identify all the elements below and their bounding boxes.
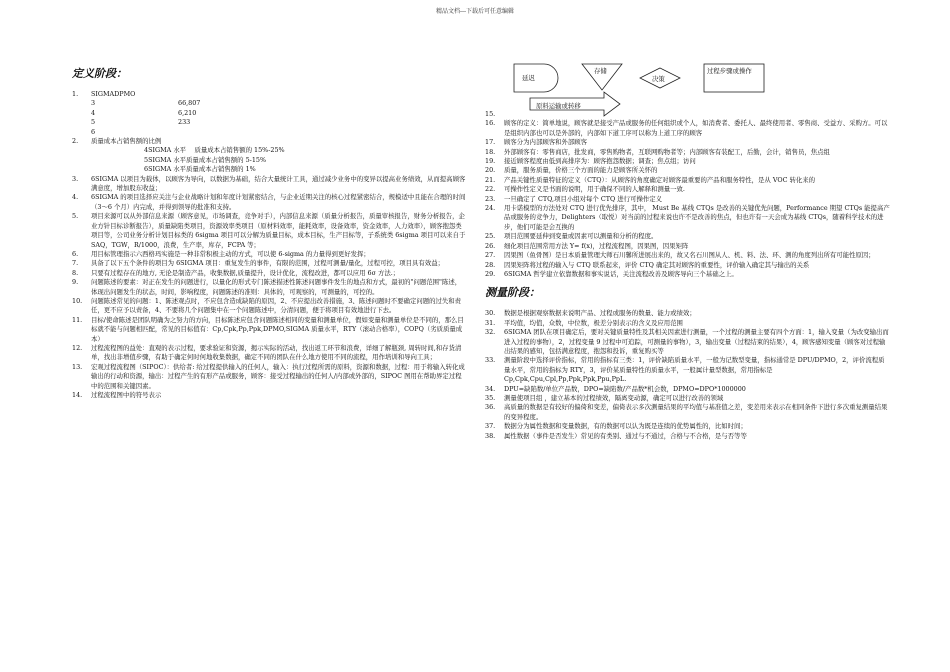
item-text: 目标/使命陈述是团队明确为之努力的方向，目标陈述应包含问题陈述相同的变量和测量单位，假如变量和测量单位是不同的，那么目标就不能与问题相匹配，常见的目标值有：Cp,Cpk,Pp,Ppk,DPMO,SIGMA 质量水平，RTY（滚动合格率），COPQ（劣质质量成本） — [91, 315, 464, 343]
item-number: 14. — [72, 391, 83, 399]
item-number: 26. — [485, 241, 496, 250]
item-number: 19. — [485, 157, 496, 166]
list-item — [485, 403, 890, 422]
item-number: 37. — [485, 422, 496, 431]
item-number: 20. — [485, 166, 496, 175]
sigma-level: 3 — [91, 99, 96, 108]
list-item — [72, 175, 467, 194]
list-item — [485, 328, 890, 356]
item-number: 7. — [72, 259, 79, 268]
item-text: 一旦确定了 CTQ,项目小组对每个 CTQ 进行可操作定义 — [504, 194, 663, 203]
list-item — [485, 422, 890, 431]
item-text: 问题陈述的要素：对正在发生的问题进行，以量化的形式专门陈述描述性陈述问题事件发生的地点和方式，最初的"问题范围"陈述，体现出问题发生的状态，时间，影响程度，问题陈述的准则：具体的，可观察的，可测量的，可控的。 — [91, 278, 462, 296]
list-item — [485, 309, 890, 318]
right-column — [485, 110, 890, 441]
item-text: SIGMADPMO — [91, 90, 136, 98]
item-number: 24. — [485, 204, 496, 213]
item-number: 32. — [485, 328, 496, 337]
item-text — [504, 110, 890, 119]
item-text: 项目来源可以从外部信息来源（顾客意见，市场调查，竞争对手），内部信息来源（质量分析报告，质量审核报告，财务分析报告，企业方针目标诊断报告），质量缺陷类项目，资源效率类项目（原材料效率，能耗效率，设备效率，资金效率，人力效率），顾客抱怨类项目等，公司业务分析计划目标类的 6sigma 项目可以分解为质量目标，成本目标，生产目标等，子系统类 6sigma 项目可以来自于 SAQ，TGW，R/1000，浪费，生产率，库存，FCPA 等； — [91, 212, 466, 249]
quality-cost-line: 4SIGMA 水平 质量成本占销售额的 15%-25% — [144, 146, 285, 155]
item-text: 可操作性定义是书面的说明，用于确保不同的人解释和测量一致. — [504, 185, 685, 194]
list-item — [72, 193, 467, 212]
item-text: 因果矩阵将过程的输入与 CTQ 联系起来，评价 CTQ 确定其对顾客的重要性，评价输入确定其与输出的关系 — [504, 260, 810, 269]
list-item — [72, 297, 467, 316]
item-text: 质量，服务质量，价格三个方面的能力是顾客所关怀的 — [504, 166, 658, 175]
item-text: 过程流程图的益处：直观的表示过程，要求验证和资源，揭示实际的活动，找出返工环节和浪费，详细了解瓶颈, 周转时间,和存货清单，找出非增值步骤，有助于确定何时何地收集数据，确定不同的团队在什么地方使用不同的流程，用作培训和导向工具； — [91, 343, 462, 362]
item-text: 测量使项目组 ，建立基本的过程绩效，隔离变动源，确定可以进行改善的领域 — [504, 393, 724, 402]
list-item — [485, 270, 890, 279]
sigma-level: 4 — [91, 108, 96, 117]
item-number: 38. — [485, 431, 496, 440]
list-item — [485, 110, 890, 119]
process-label: 过程步骤或操作 — [707, 67, 752, 75]
delay-shape — [514, 64, 558, 92]
item-number: 11. — [72, 315, 83, 324]
item-text: 数据是根据观察数据来说明产品、过程或服务的数量、能力或绩效； — [504, 309, 696, 318]
item-number: 12. — [72, 343, 83, 352]
item-number: 13. — [72, 362, 83, 371]
transport-label: 原料运输或转移 — [536, 102, 581, 110]
item-number: 28. — [485, 260, 496, 269]
delay-label: 延迟 — [522, 74, 535, 82]
item-number: 35. — [485, 393, 496, 402]
item-number: 27. — [485, 251, 496, 260]
item-number: 6. — [72, 249, 79, 258]
list-item — [485, 261, 890, 270]
item-text: 平均值，均值，众数，中位数，极差分别表示的含义及应用范围 — [504, 318, 683, 327]
item-number: 30. — [485, 309, 496, 318]
decision-label: 决策 — [652, 75, 665, 83]
list-item — [485, 166, 890, 175]
sigma-dpmo-row — [72, 99, 467, 108]
item-text: 只要有过程存在的地方, 无论是制造产品，收集数据,质量提升，设计优化，流程改进，都可以应用 6σ 方法.； — [91, 268, 400, 277]
list-item — [485, 242, 890, 251]
list-item — [485, 176, 890, 185]
list-item — [485, 204, 890, 232]
list-item — [72, 391, 467, 400]
item-number: 9. — [72, 278, 79, 287]
item-number: 8. — [72, 268, 79, 277]
list-item — [485, 148, 890, 157]
item-text: 宏观过程流程图（SIPOC）：供给者: 给过程提供输入的任何人，输入：执行过程所需的原料，资源和数据，过程：用于将输入转化成输出的行动和资源，输出：过程产生的有形产品或服务，顾客：接受过程输出的任何人/内部或外部的，SIPOC 图用在帮助界定过程中的范围和关键因素。 — [91, 362, 465, 390]
define-section-title: 定义阶段： — [72, 67, 127, 80]
item-number: 36. — [485, 403, 496, 412]
list-item — [72, 259, 467, 268]
item-text: 6SIGMA 的项目选择应关注与企业战略计划和年度计划紧密结合，与企业近期关注的核心过程紧密结合，规模适中且能在合理的时间（3～6 个月）内完成，并得到领导的批准和支持。 — [91, 193, 466, 211]
list-item — [485, 394, 890, 403]
item-text: 问题陈述常见的问题：1、陈述观点时，不应包含造成缺陷的原因，2、不应提出改善措施，3、陈述问题时不要确定问题的过失和责任，更不应予以责备，4、不要将几个问题集中在一个问题陈述中，分清问题，便于将项目有效地进行下去。 — [91, 296, 462, 315]
item-number: 23. — [485, 194, 496, 203]
item-text: 数据分为属性数据和变量数据，有的数据可以认为既是连续的优势属性的，比如时间； — [504, 422, 747, 431]
sigma-dpmo-row — [72, 128, 467, 137]
item-text: 用目标管理指示六西格玛实施是一种非常积极主动的方式，可以使 6-sigma 的力量得到更好发挥； — [91, 249, 370, 258]
item-number: 21. — [485, 175, 496, 184]
item-text: 6SIGMA 以项目为载体，以顾客为导向，以数据为基础，结合大量统计工具，通过减少业务中的变异以提高业务绩效，从而提高顾客满意度，增加股东收益； — [91, 174, 466, 193]
list-item — [72, 278, 467, 297]
item-text: 项目范围要延伸到变量或因素可以测量和分析的程度。 — [504, 232, 658, 241]
list-item — [72, 363, 467, 391]
item-number: 4. — [72, 193, 79, 202]
item-number: 10. — [72, 296, 83, 305]
list-item — [72, 250, 467, 259]
item-text: 顾客的定义：简单地说，顾客就是接受产品或服务的任何组织或个人，如消费者、委托人、最终使用者、零售商、受益方、采购方。可以是组织内部也可以是外部的，内部如下道工序可以称为上道工序的顾客 — [504, 119, 888, 137]
item-number: 17. — [485, 138, 496, 147]
item-text: 6SIGMA 团队在项目确定后，要对关键质量特性及其相关因素进行测量，一个过程的测量主要有四个方面：1，输入变量（为改变输出而进入过程的事物），2，过程变量 9 过程中可追踪，可测量的事物），3，输出变量（过程结束的结果），4，顾客感知变量（顾客对过程输出结果的感知，包括满意程度，抱怨和投诉，重复购买等 — [504, 328, 889, 355]
measure-section-title: 测量阶段： — [485, 286, 540, 300]
item-number: 16. — [485, 119, 496, 128]
item-text: 顾客分为内部顾客和外部顾客 — [504, 138, 588, 147]
item-number: 5. — [72, 212, 79, 221]
left-column — [72, 60, 467, 400]
item-text: 接近顾客程度由低到高排序为：顾客抱怨数据；调查；焦点组；访问 — [504, 157, 696, 166]
customer-items — [485, 110, 890, 279]
item-number: 3. — [72, 174, 79, 183]
list-item — [485, 185, 890, 194]
dpmo-value: 66,807 — [178, 99, 201, 108]
dpmo-value: 233 — [178, 118, 191, 127]
measure-items — [485, 309, 890, 441]
item-number: 2. — [72, 137, 79, 146]
list-item — [485, 432, 890, 441]
list-item — [485, 251, 890, 260]
list-item — [485, 119, 890, 138]
list-item — [72, 90, 467, 99]
item-text: 高质量的数据是有较好的偏倚和变差，偏倚表示多次测量结果的平均值与基准值之差，变差用来表示在相同条件下进行多次重复测量结果的变异程度。 — [504, 403, 888, 421]
sigma-level: 6 — [91, 127, 96, 136]
item-text: 用卡诺模型的方法处对 CTQ 进行优先排序，其中， Must Be 基线 CTQs 是改善的关键优先问题，Performance 期望 CTQs 能提高产品或服务的竞争力，Delighters（取悦）对当前的过程来说也许不是改善的焦点，但也许有一天会成为基线 CTQs，随着科学技术的进步，他们可能是会互换的 — [504, 204, 890, 231]
item-number: 18. — [485, 147, 496, 156]
item-number: 22. — [485, 185, 496, 194]
page-header: 精品文档---下载后可任意编辑 — [435, 8, 515, 15]
item-text: 测量阶段中选择评价指标，常用的指标有三类：1，评价缺陷质量水平，一般为记数型变量，指标通常是 DPU/DPMO，2，评价流程质量水平，常用的指标为 RTY，3，评价某质量特性的质量水平，一般属计量型数据，常用指标是 Cp,Cpk,Cpu,Cpl,Pp,Ppk,Ppk,Ppu,PpL. — [504, 356, 885, 384]
item-number: 33. — [485, 356, 496, 365]
item-text: DPU=缺陷数/单位产品数，DPO=缺陷数/产品数*机会数，DPMO=DPO*1000000 — [504, 384, 746, 393]
item-text: 产品关键性质量特征的定义（CTQ）：从顾客的角度确定对顾客最重要的产品和服务特性，是从 VOC 转化来的 — [504, 175, 816, 184]
dpmo-value: 6,210 — [178, 108, 197, 117]
define-items — [72, 90, 467, 400]
item-number: 31. — [485, 318, 496, 327]
item-text: 外部顾客有：零售商店，批发商，零售购物者，互联网购物者等；内部顾客有装配工，后勤，会计，销售员，焦点组 — [504, 147, 830, 156]
item-number: 34. — [485, 384, 496, 393]
item-text: 过程流程图中的符号表示 — [91, 391, 162, 399]
sigma-dpmo-row — [72, 118, 467, 127]
list-item — [72, 212, 467, 250]
item-text: 细化项目范围常用方法 Y= f(x)，过程流程图，因果图，因果矩阵 — [504, 241, 689, 250]
list-item — [485, 138, 890, 147]
quality-cost-line: 6SIGMA 水平质量成本占销售额的 1% — [144, 165, 256, 174]
storage-label: 存储 — [594, 67, 607, 75]
item-number: 29. — [485, 269, 496, 278]
list-item — [72, 316, 467, 344]
sigma-dpmo-row — [72, 109, 467, 118]
item-number: 1. — [72, 90, 79, 98]
list-item — [72, 344, 467, 363]
item-number: 25. — [485, 232, 496, 241]
list-item — [72, 269, 467, 278]
quality-cost-line: 5SIGMA 水平质量成本占销售额的 5-15% — [144, 155, 267, 164]
item-text: 质量成本占销售额的比例 — [91, 137, 162, 146]
sigma-level: 5 — [91, 118, 96, 127]
list-item — [485, 232, 890, 241]
list-item — [485, 385, 890, 394]
list-item — [485, 319, 890, 328]
item-text: 具备了以下五个条件的项目为 6SIGMA 项目：重复发生的事件，有限的范围，过程可测量/量化，过程可控，项目具有效益； — [91, 259, 444, 268]
item-text: 属性数据（事件是否发生）常见的有类别、通过与不通过，合格与不合格，是与否等等 — [504, 431, 747, 440]
item-number: 15. — [485, 110, 496, 118]
list-item — [485, 356, 890, 384]
item-text: 6SIGMA 哲学建立依靠数据和事实说话，关注流程改善及顾客导向三个基础之上。 — [504, 269, 738, 278]
item-text: 因果图（鱼骨图）是日本质量管理大师石川馨所进展出来的，故又名石川图从人、机、料、法、环、测的角度列出所有可能性原因； — [504, 251, 875, 260]
list-item — [485, 195, 890, 204]
